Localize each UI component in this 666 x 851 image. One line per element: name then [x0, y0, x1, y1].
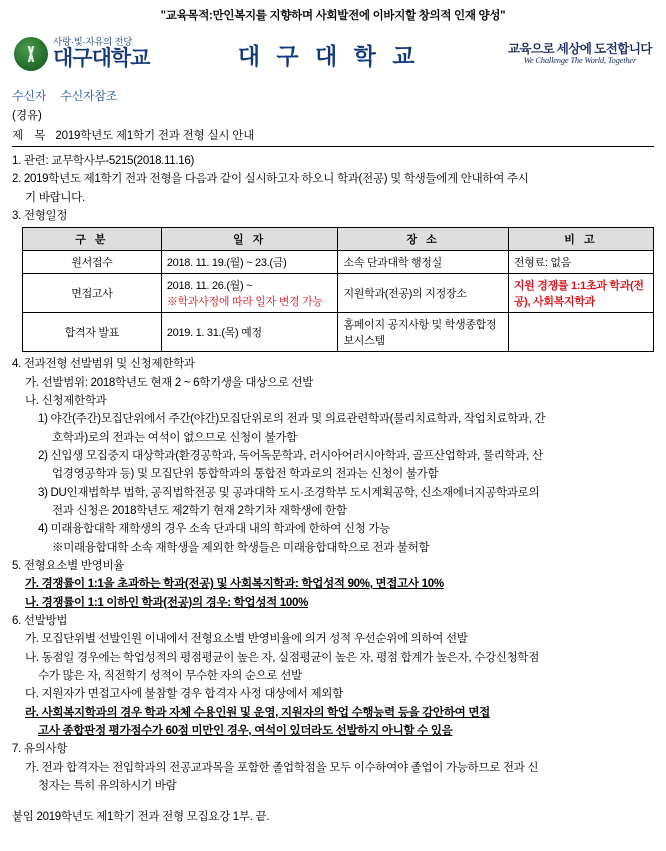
subject-value: 2019학년도 제1학기 전과 전형 실시 안내: [55, 130, 255, 142]
item-4-b-4: 4) 미래융합대학 재학생의 경우 소속 단과대 내의 학과에 한하여 신청 가능: [38, 523, 391, 536]
item-7-heading: 7. 유의사항: [12, 743, 68, 756]
brand-subtitle: 사랑·빛·자유의 전당: [53, 36, 133, 48]
item-5-a: 가. 경쟁률이 1:1을 초과하는 학과(전공) 및 사회복지학과: 학업성적 90%, 면접고사 10%: [25, 578, 444, 591]
table-row: [23, 274, 654, 313]
item-7-a-cont: 청자는 특히 유의하시기 바람: [38, 779, 177, 792]
recipient-line: [12, 87, 654, 104]
table-row: [23, 313, 654, 352]
th-place: 장 소: [338, 228, 508, 251]
item-6-d: 라. 사회복지학과의 경우 학과 자체 수용인원 및 운영, 지원자의 학업 수행능력 등을 감안하여 면접: [25, 706, 490, 719]
item-6-heading: 6. 선발방법: [12, 614, 68, 627]
table-header-row: [23, 228, 654, 251]
item-7-a: 가. 전과 합격자는 전입학과의 전공교과목을 포함한 졸업학점을 모두 이수하여야 졸업이 가능하므로 전과 신: [25, 761, 539, 774]
item-1-related: 1. 관련: 교무학사부-5215(2018.11.16): [12, 155, 195, 167]
item-6-b: 나. 동점일 경우에는 학업성적의 평점평균이 높은 자, 실점평균이 높은 자, 평점 합계가 높은자, 수강신청학점: [25, 651, 539, 664]
item-4-b-1-cont: 호학과)로의 전과는 여석이 없으므로 신청이 불가함: [52, 431, 297, 444]
item-4-b: 나. 신청제한학과: [25, 394, 107, 407]
brand-slogan-english: We Challenge The World, Together: [523, 55, 637, 66]
cell-note: [508, 313, 653, 352]
th-date: 일 자: [161, 228, 338, 251]
brand-slogan-mark: [508, 42, 652, 66]
brand-name: 대구대학교: [53, 46, 150, 70]
cell-division: 원서접수: [23, 251, 162, 274]
item-4-b-4-cont: ※미래융합대학 소속 재학생을 제외한 학생들은 미래융합대학으로 전과 불허함: [52, 541, 430, 554]
item-6-c: 다. 지원자가 면접고사에 불참할 경우 합격자 사정 대상에서 제외함: [25, 688, 343, 701]
cell-note: 지원 경쟁률 1:1초과 학과(전공), 사회복지학과: [508, 274, 653, 313]
education-slogan: "교육목적:만인복지를 지향하며 사회발전에 이바지할 창의적 인재 양성": [160, 10, 506, 22]
recipient-reference: 수신자참조: [60, 89, 118, 103]
table-row: [23, 251, 654, 274]
attachment-note: 붙임 2019학년도 제1학기 전과 전형 모집요강 1부. 끝.: [12, 811, 270, 824]
item-4-b-3-cont: 전과 신청은 2018학년도 제2학기 현재 2학기차 재학생에 한함: [52, 504, 347, 517]
cell-note: 전형료: 없음: [508, 251, 653, 274]
document-header: [12, 27, 654, 81]
via-label: (경유): [12, 110, 42, 122]
item-4-b-2-cont: 업경영공학과 등) 및 모집단위 통합학과의 통합전 학과로의 전과는 신청이 불가함: [52, 468, 439, 481]
item-4-heading: 4. 전과전형 선발범위 및 신청제한학과: [12, 358, 195, 371]
cell-place: 홈페이지 공지사항 및 학생종합정보시스템: [338, 313, 508, 352]
cell-date-warning: ※학과사정에 따라 일자 변경 가능: [166, 296, 323, 309]
schedule-table: [22, 227, 654, 352]
item-4-b-3: 3) DU인재법학부 법학, 공직법학전공 및 공과대학 도시·조경학부 도시계획공학, 신소재에너지공학과로의: [38, 486, 540, 499]
item-6-a: 가. 모집단위별 선발인원 이내에서 전형요소별 반영비율에 의거 성적 우선순위에 의하여 선발: [25, 633, 468, 646]
item-2-notice-cont: 기 바랍니다.: [25, 191, 85, 204]
addressee-block: [12, 87, 654, 147]
item-6-d-cont: 고사 종합판정 평가점수가 60점 미만인 경우, 여석이 있더라도 선발하지 아니할 수 있음: [38, 724, 453, 737]
brand-text: [53, 38, 149, 70]
subject-row: [12, 127, 654, 147]
th-division: 구 분: [23, 228, 162, 251]
item-4-a: 가. 선발범위: 2018학년도 현재 2 ~ 6학기생을 대상으로 선발: [25, 376, 314, 389]
item-5-heading: 5. 전형요소별 반영비율: [12, 559, 125, 572]
subject-label: 제 목: [12, 130, 50, 142]
th-note: 비 고: [508, 228, 653, 251]
cell-date-main: 2018. 11. 26.(월) ~: [166, 280, 253, 293]
item-3-schedule-heading: 3. 전형일정: [12, 209, 68, 222]
daegu-university-emblem-icon: [14, 37, 48, 71]
cell-date: 2019. 1. 31.(목) 예정: [161, 313, 338, 352]
cell-division: 합격자 발표: [23, 313, 162, 352]
university-brand: [14, 37, 149, 71]
brand-slogan-korean: 교육으로 세상에 도전합니다: [507, 41, 652, 56]
cell-place: 소속 단과대학 행정실: [338, 251, 508, 274]
item-6-b-cont: 수가 많은 자, 직전학기 성적이 무수한 자의 순으로 선발: [38, 669, 302, 682]
item-4-b-2: 2) 신입생 모집중지 대상학과(환경공학과, 독어독문학과, 러시아어러시아학과, 골프산업학과, 물리학과, 산: [38, 449, 543, 462]
cell-date: [161, 274, 338, 313]
page-title: 대 구 대 학 교: [237, 42, 420, 69]
item-5-b: 나. 경쟁률이 1:1 이하인 학과(전공)의 경우: 학업성적 100%: [25, 596, 309, 609]
item-2-notice: 2. 2019학년도 제1학기 전과 전형을 다음과 같이 실시하고자 하오니 학과(전공) 및 학생들에게 안내하여 주시: [12, 173, 529, 186]
recipient-label: 수신자: [12, 89, 47, 103]
cell-division: 면접고사: [23, 274, 162, 313]
item-4-b-1: 1) 야간(주간)모집단위에서 주간(야간)모집단위로의 전과 및 의료관련학과(물리치료학과, 작업치료학과, 간: [38, 413, 546, 426]
cell-date: 2018. 11. 19.(월) ~ 23.(금): [161, 251, 338, 274]
cell-place: 지원학과(전공)의 지정장소: [338, 274, 508, 313]
